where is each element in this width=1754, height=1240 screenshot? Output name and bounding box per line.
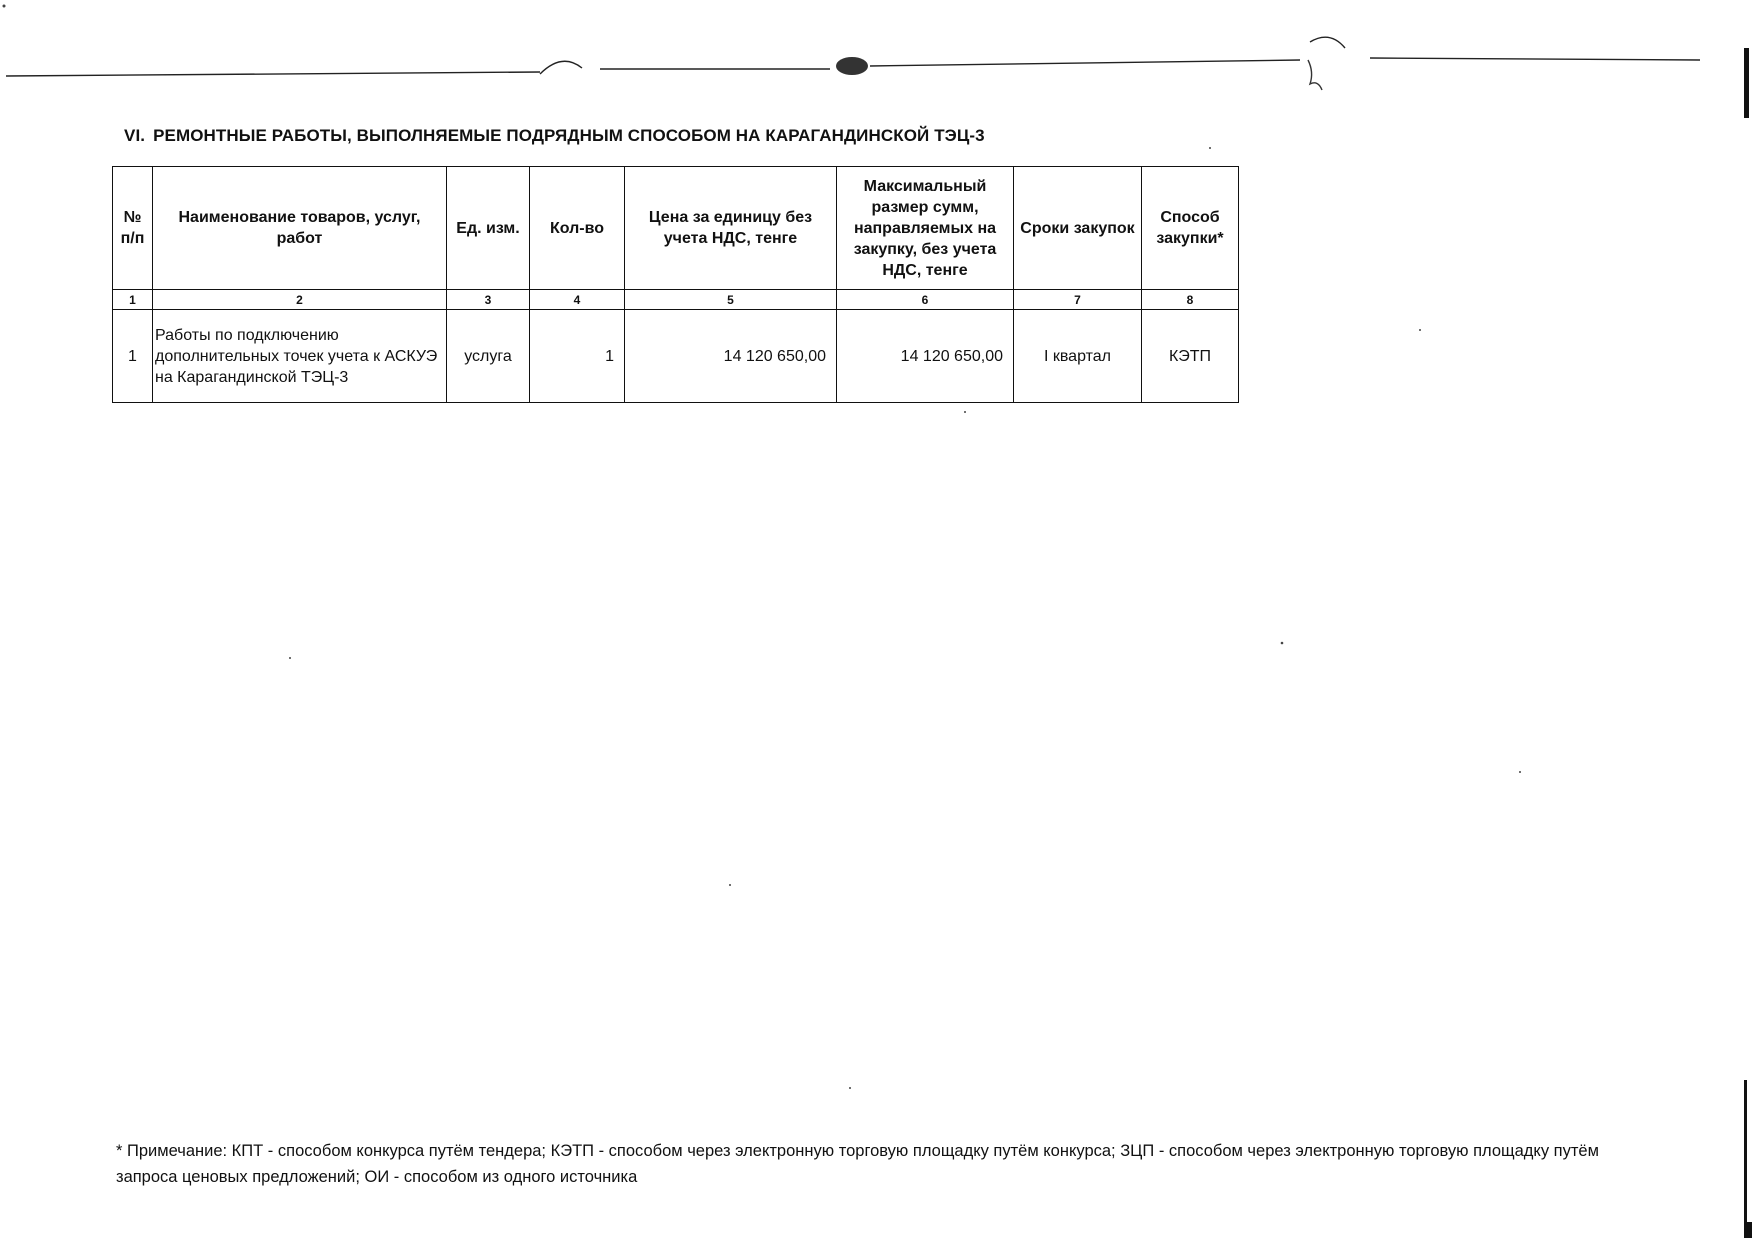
header-row xyxy=(113,167,1239,290)
header-method: Способ закупки* xyxy=(1142,167,1239,290)
header-period: Сроки закупок xyxy=(1014,167,1142,290)
row-period: I квартал xyxy=(1014,310,1142,403)
column-number: 5 xyxy=(625,290,837,310)
row-method: КЭТП xyxy=(1142,310,1239,403)
header-name: Наименование товаров, услуг, работ xyxy=(153,167,447,290)
row-unit-price: 14 120 650,00 xyxy=(625,310,837,403)
column-number-row xyxy=(113,290,1239,310)
table-row xyxy=(113,310,1239,403)
column-number: 7 xyxy=(1014,290,1142,310)
section-title: РЕМОНТНЫЕ РАБОТЫ, ВЫПОЛНЯЕМЫЕ ПОДРЯДНЫМ СПОСОБОМ НА КАРАГАНДИНСКОЙ ТЭЦ-3 xyxy=(153,126,985,145)
section-heading xyxy=(124,126,985,146)
row-name: Работы по подключению дополнительных точек учета к АСКУЭ на Карагандинской ТЭЦ-3 xyxy=(153,310,447,403)
column-number: 8 xyxy=(1142,290,1239,310)
header-quantity: Кол-во xyxy=(530,167,625,290)
row-unit: услуга xyxy=(447,310,530,403)
header-number: № п/п xyxy=(113,167,153,290)
row-quantity: 1 xyxy=(530,310,625,403)
section-number: VI. xyxy=(124,126,146,145)
column-number: 3 xyxy=(447,290,530,310)
header-unit-price: Цена за единицу без учета НДС, тенге xyxy=(625,167,837,290)
column-number: 4 xyxy=(530,290,625,310)
header-max-amount: Максимальный размер сумм, направляемых на закупку, без учета НДС, тенге xyxy=(837,167,1014,290)
footnote: * Примечание: КПТ - способом конкурса путём тендера; КЭТП - способом через электронную торговую площадку путём конкурса; ЗЦП - способом через электронную торговую площадку путём запроса ценовых предложений; ОИ - способом из одного источника xyxy=(116,1142,1599,1186)
header-unit: Ед. изм. xyxy=(447,167,530,290)
procurement-table xyxy=(112,166,1239,403)
column-number: 6 xyxy=(837,290,1014,310)
column-number: 1 xyxy=(113,290,153,310)
row-number: 1 xyxy=(113,310,153,403)
row-max-amount: 14 120 650,00 xyxy=(837,310,1014,403)
column-number: 2 xyxy=(153,290,447,310)
